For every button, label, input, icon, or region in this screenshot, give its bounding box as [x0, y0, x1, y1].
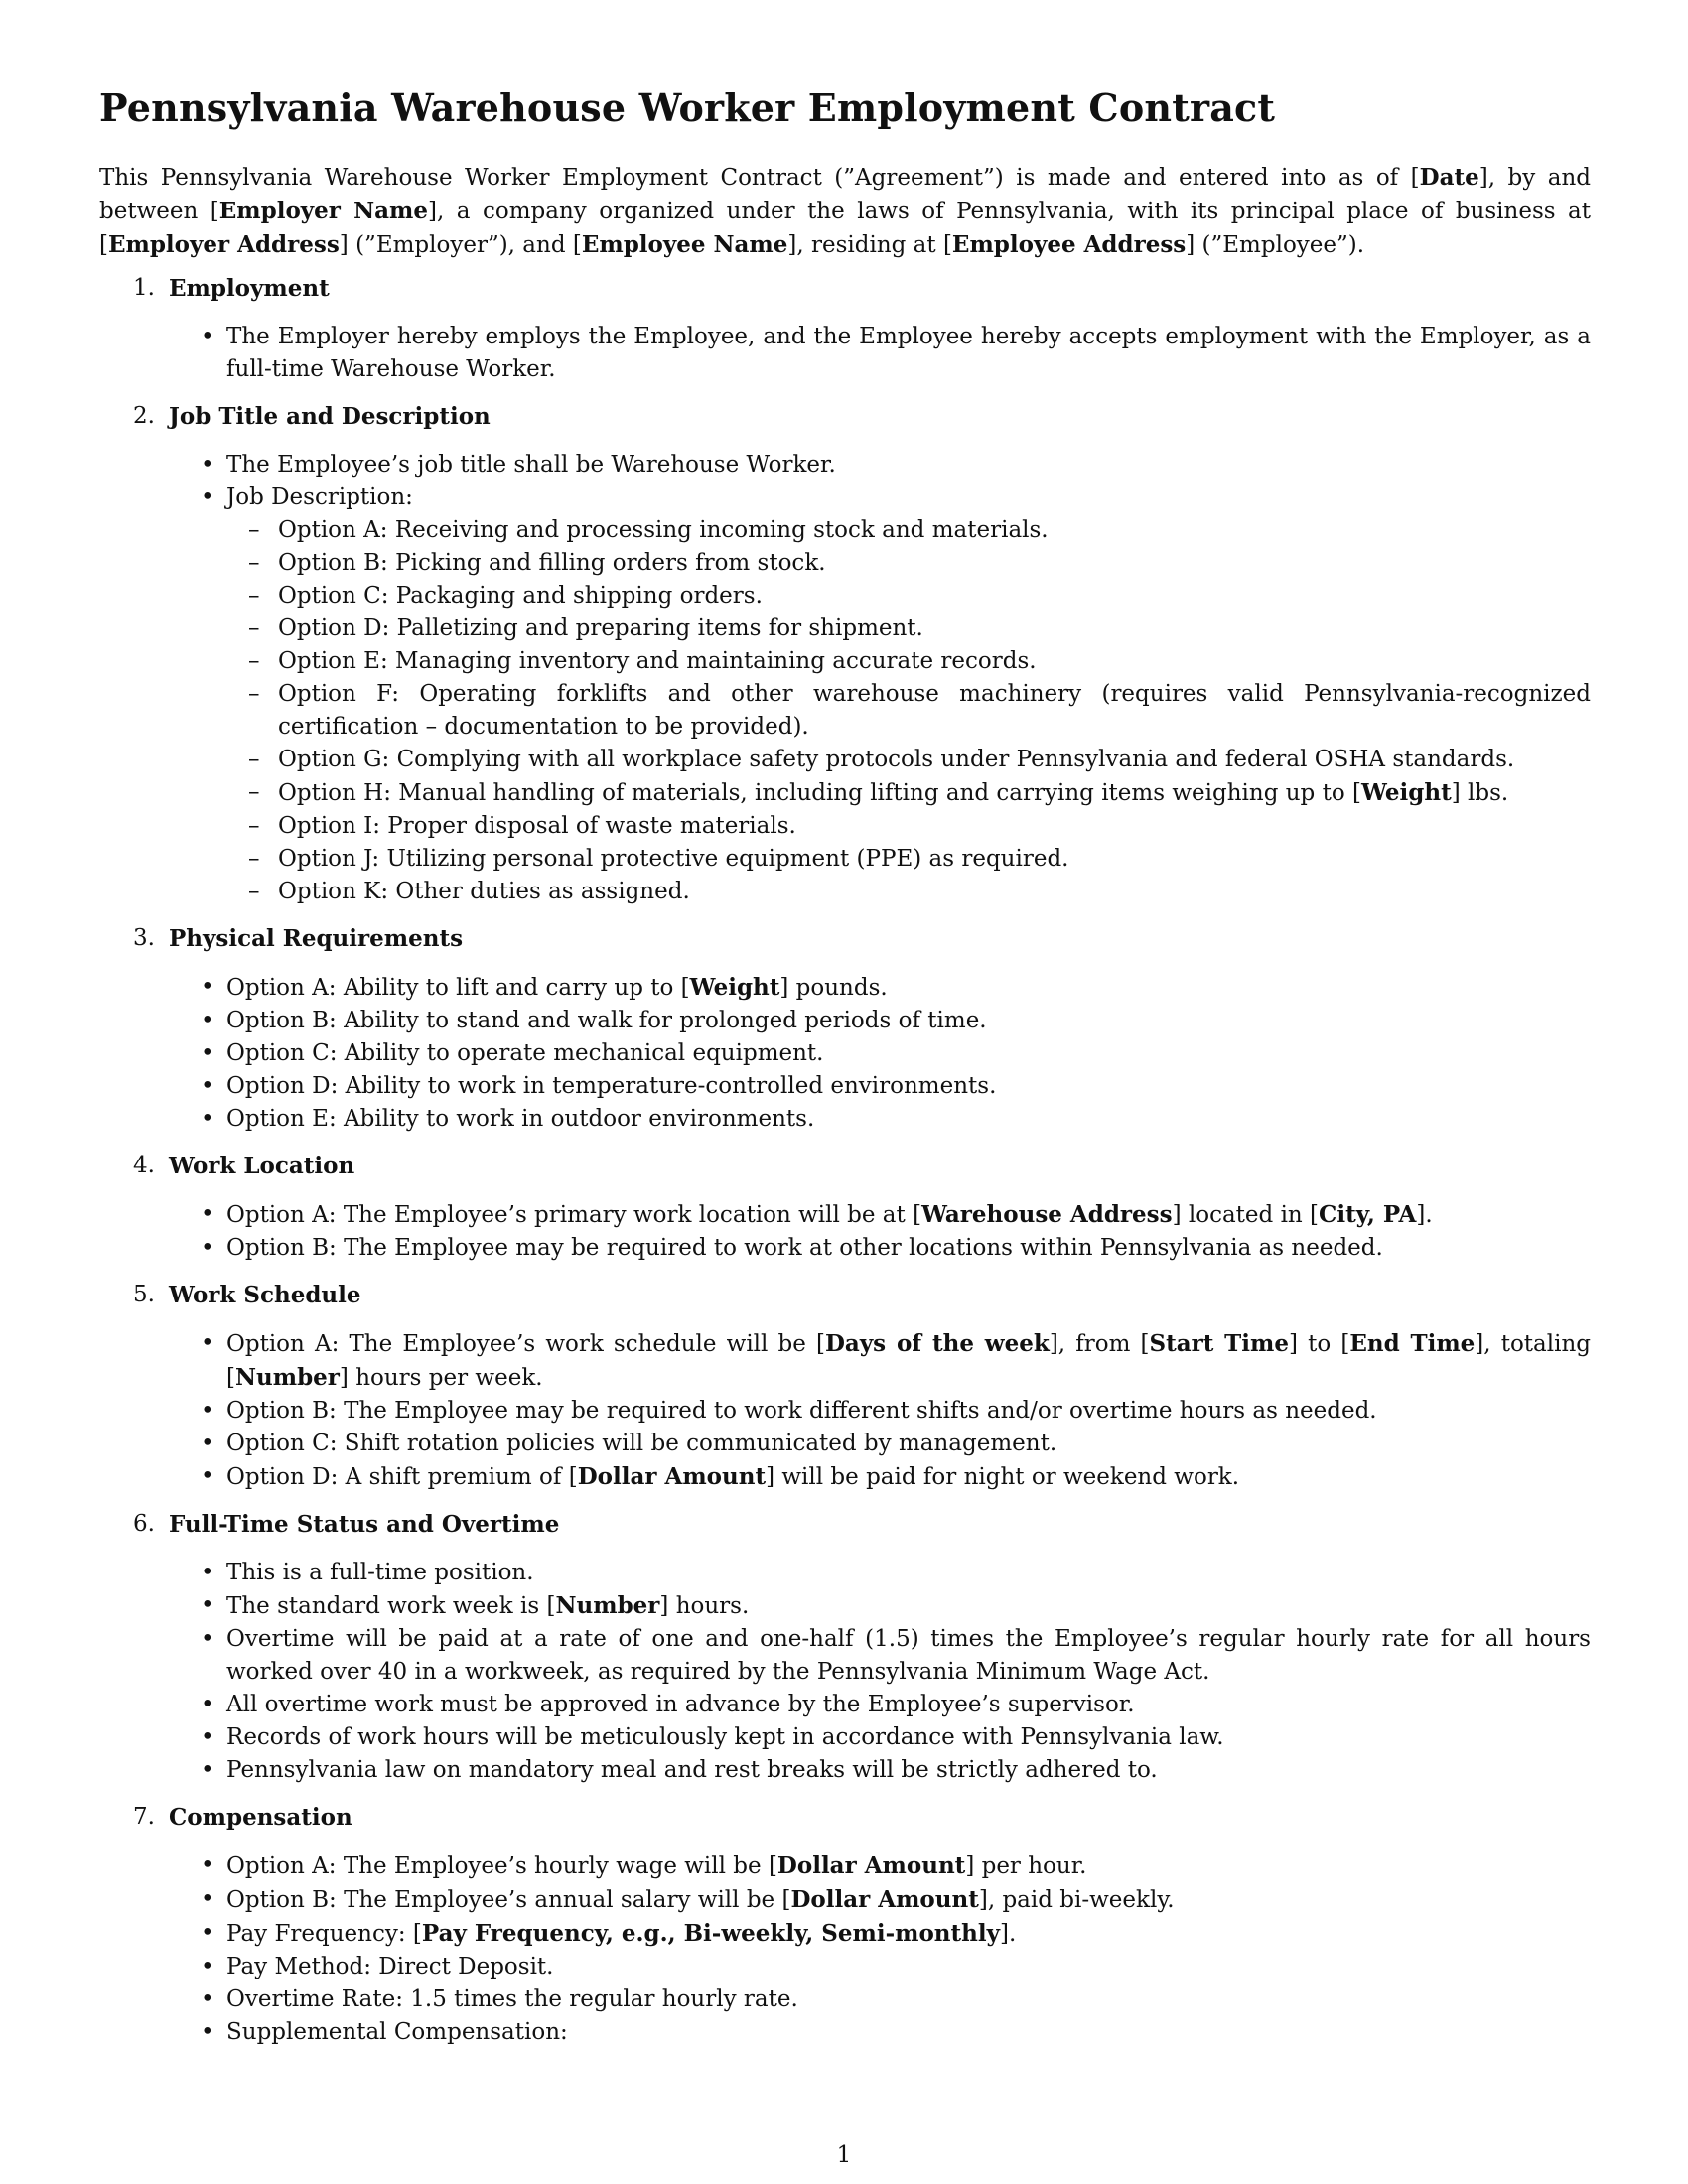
placeholder-field: Weight — [689, 973, 780, 1001]
page-number: 1 — [836, 2142, 852, 2168]
section-number: 3. — [133, 924, 155, 951]
bullet-item — [226, 1589, 1591, 1623]
section-number: 4. — [133, 1152, 155, 1178]
section-number: 2. — [133, 402, 155, 429]
section-number: 7. — [133, 1803, 155, 1830]
section-number: 5. — [133, 1281, 155, 1307]
text-run: Option B: The Employee may be required to work different shifts and/or overtime hours as needed. — [226, 1397, 1377, 1424]
placeholder-field: Dollar Amount — [790, 1885, 979, 1913]
bullet-text — [226, 1235, 1383, 1261]
text-run: Option B: The Employee may be required to work at other locations within Pennsylvania as needed. — [226, 1234, 1383, 1261]
bullet-item — [226, 1754, 1591, 1787]
bullet-text — [226, 1921, 1016, 1947]
text-run: Option A: The Employee’s work schedule will be [ — [226, 1330, 825, 1357]
text-run: Option D: Ability to work in temperature-controlled environments. — [226, 1072, 997, 1099]
text-run: ] (”Employee”). — [1186, 231, 1365, 258]
section-title: Compensation — [169, 1803, 352, 1831]
section-title: Work Location — [169, 1152, 355, 1179]
sub-list — [226, 514, 1591, 908]
bullet-item — [226, 1721, 1591, 1754]
text-run: ], a company organized under the laws of Pennsylvania, with its principal place of business at [ — [99, 198, 1592, 258]
text-run: Pay Frequency: [ — [226, 1920, 422, 1947]
sub-item — [278, 876, 1591, 908]
text-run: ] will be paid for night or weekend work. — [766, 1463, 1240, 1490]
bullet-list — [99, 1327, 1591, 1494]
section-heading — [99, 400, 1591, 433]
section-heading — [99, 272, 1591, 305]
bullet-text — [226, 1986, 798, 2012]
sub-item — [278, 776, 1591, 810]
text-run: Option H: Manual handling of materials, including lifting and carrying items weighing up to [ — [278, 779, 1361, 806]
text-run: Option A: Receiving and processing incoming stock and materials. — [278, 516, 1049, 543]
bullet-text — [226, 452, 836, 478]
text-run: ], totaling [ — [226, 1330, 1591, 1391]
text-run: ], residing at [ — [787, 231, 952, 258]
intro-paragraph — [99, 161, 1591, 262]
bullet-item — [226, 1070, 1591, 1103]
placeholder-field: Pay Frequency, e.g., Bi-weekly, Semi-monthly — [421, 1919, 1000, 1947]
text-run: ] pounds. — [779, 974, 888, 1001]
text-run: Option B: Picking and filling orders from stock. — [278, 549, 826, 576]
bullet-text — [226, 1887, 1175, 1913]
text-run: Pennsylvania law on mandatory meal and rest breaks will be strictly adhered to. — [226, 1756, 1158, 1783]
text-run: The Employee’s job title shall be Warehouse Worker. — [226, 451, 836, 478]
sub-item — [278, 645, 1591, 678]
section-title: Work Schedule — [169, 1281, 361, 1308]
section-1 — [99, 272, 1591, 386]
bullet-item — [226, 321, 1591, 386]
text-run: Option B: The Employee’s annual salary will be [ — [226, 1886, 791, 1913]
text-run: Option I: Proper disposal of waste materials. — [278, 812, 796, 839]
document-page — [99, 85, 1591, 2063]
placeholder-field: Employer Name — [218, 197, 428, 224]
placeholder-field: Warehouse Address — [921, 1200, 1173, 1228]
text-run: ] located in [ — [1172, 1201, 1320, 1228]
section-list — [99, 272, 1591, 2049]
section-number: 1. — [133, 274, 155, 301]
text-run: ], by and between [ — [99, 164, 1591, 224]
text-run: Option E: Ability to work in outdoor environments. — [226, 1105, 815, 1132]
placeholder-field: Number — [234, 1363, 340, 1391]
text-run: ] (”Employer”), and [ — [339, 231, 582, 258]
bullet-text — [226, 1757, 1158, 1783]
placeholder-field: Dollar Amount — [577, 1462, 767, 1490]
bullet-item — [226, 1005, 1591, 1037]
section-heading — [99, 1279, 1591, 1311]
section-title: Employment — [169, 274, 330, 302]
bullet-item — [226, 1983, 1591, 2016]
text-run: Option E: Managing inventory and maintaining accurate records. — [278, 647, 1037, 674]
bullet-item — [226, 449, 1591, 481]
bullet-text — [226, 1040, 823, 1066]
text-run: ]. — [999, 1920, 1017, 1947]
text-run: Option K: Other duties as assigned. — [278, 878, 690, 904]
text-run: ], paid bi-weekly. — [978, 1886, 1175, 1913]
sub-item — [278, 580, 1591, 613]
text-run: This is a full-time position. — [226, 1559, 534, 1585]
bullet-text — [226, 1431, 1056, 1456]
bullet-text — [226, 1692, 1135, 1717]
bullet-text — [226, 1593, 749, 1619]
sub-item — [278, 678, 1591, 744]
text-run: All overtime work must be approved in advance by the Employee’s supervisor. — [226, 1691, 1135, 1717]
section-title: Physical Requirements — [169, 924, 464, 952]
sub-item — [278, 744, 1591, 776]
placeholder-field: Employee Name — [581, 230, 788, 258]
bullet-item — [226, 2016, 1591, 2049]
bullet-list — [99, 449, 1591, 908]
placeholder-field: Start Time — [1149, 1329, 1290, 1357]
sub-item — [278, 547, 1591, 580]
text-run: Overtime will be paid at a rate of one and one-half (1.5) times the Employee’s regular hourly rate for all hours worked over 40 in a workweek, as required by the Pennsylvania Minimum Wage Act. — [226, 1625, 1591, 1685]
section-heading — [99, 922, 1591, 955]
bullet-text — [226, 1853, 1087, 1879]
bullet-item — [226, 1557, 1591, 1589]
text-run: ] to [ — [1289, 1330, 1350, 1357]
bullet-text — [226, 1626, 1591, 1685]
section-5 — [99, 1279, 1591, 1494]
placeholder-field: Number — [555, 1591, 660, 1619]
bullet-item — [226, 1198, 1591, 1232]
text-run: Job Description: — [226, 483, 413, 510]
bullet-text — [226, 1954, 553, 1979]
text-run: Option J: Utilizing personal protective equipment (PPE) as required. — [278, 845, 1069, 872]
bullet-item — [226, 1232, 1591, 1265]
bullet-text — [226, 484, 413, 510]
text-run: The standard work week is [ — [226, 1592, 556, 1619]
text-run: Option F: Operating forklifts and other warehouse machinery (requires valid Pennsylvania-recognized certification – documentation to be provided). — [278, 680, 1591, 740]
bullet-text — [226, 2019, 568, 2045]
bullet-item — [226, 1917, 1591, 1951]
section-6 — [99, 1508, 1591, 1787]
section-number: 6. — [133, 1510, 155, 1537]
text-run: Option D: Palletizing and preparing items for shipment. — [278, 614, 923, 641]
sub-item — [278, 613, 1591, 645]
placeholder-field: Weight — [1360, 778, 1452, 806]
text-run: The Employer hereby employs the Employee, and the Employee hereby accepts employment with the Employer, as a full-time Warehouse Worker. — [226, 323, 1591, 382]
text-run: Overtime Rate: 1.5 times the regular hourly rate. — [226, 1985, 798, 2012]
sub-item — [278, 810, 1591, 843]
bullet-text — [226, 1464, 1239, 1490]
bullet-item — [226, 1103, 1591, 1136]
bullet-item — [226, 481, 1591, 908]
section-2 — [99, 400, 1591, 908]
placeholder-field: Employee Address — [951, 230, 1187, 258]
bullet-text — [226, 1331, 1591, 1391]
sub-item — [278, 843, 1591, 876]
bullet-list — [99, 321, 1591, 386]
bullet-item — [226, 1951, 1591, 1983]
bullet-text — [226, 975, 888, 1001]
text-run: Records of work hours will be meticulously kept in accordance with Pennsylvania law. — [226, 1723, 1224, 1750]
text-run: ] lbs. — [1451, 779, 1509, 806]
text-run: Option B: Ability to stand and walk for prolonged periods of time. — [226, 1007, 987, 1033]
bullet-item — [226, 1460, 1591, 1494]
bullet-text — [226, 324, 1591, 382]
section-heading — [99, 1508, 1591, 1541]
text-run: Option A: Ability to lift and carry up to [ — [226, 974, 690, 1001]
section-7 — [99, 1801, 1591, 2049]
section-heading — [99, 1801, 1591, 1834]
section-4 — [99, 1150, 1591, 1265]
text-run: Option G: Complying with all workplace safety protocols under Pennsylvania and federal OSHA standards. — [278, 746, 1515, 772]
bullet-list — [99, 1557, 1591, 1787]
section-title: Full-Time Status and Overtime — [169, 1510, 560, 1538]
placeholder-field: City, PA — [1319, 1200, 1417, 1228]
bullet-item — [226, 1395, 1591, 1428]
text-run: Option A: The Employee’s primary work location will be at [ — [226, 1201, 922, 1228]
text-run: Option A: The Employee’s hourly wage will be [ — [226, 1852, 777, 1879]
section-title: Job Title and Description — [169, 402, 491, 430]
document-title: Pennsylvania Warehouse Worker Employment Contract — [99, 85, 1276, 130]
bullet-list — [99, 1849, 1591, 2049]
text-run: ] per hour. — [965, 1852, 1087, 1879]
bullet-text — [226, 1560, 534, 1585]
bullet-item — [226, 1883, 1591, 1917]
bullet-text — [226, 1724, 1224, 1750]
section-3 — [99, 922, 1591, 1136]
bullet-item — [226, 1428, 1591, 1460]
text-run: ], from [ — [1049, 1330, 1150, 1357]
bullet-text — [226, 1202, 1433, 1228]
section-heading — [99, 1150, 1591, 1182]
placeholder-field: Dollar Amount — [776, 1851, 966, 1879]
bullet-item — [226, 1689, 1591, 1721]
text-run: ]. — [1416, 1201, 1433, 1228]
placeholder-field: Employer Address — [107, 230, 340, 258]
text-run: Option C: Ability to operate mechanical equipment. — [226, 1039, 824, 1066]
bullet-item — [226, 1849, 1591, 1883]
bullet-list — [99, 1198, 1591, 1265]
text-run: Option D: A shift premium of [ — [226, 1463, 578, 1490]
bullet-text — [226, 1398, 1377, 1424]
text-run: Option C: Packaging and shipping orders. — [278, 582, 763, 609]
bullet-item — [226, 1037, 1591, 1070]
placeholder-field: Days of the week — [824, 1329, 1050, 1357]
bullet-item — [226, 971, 1591, 1005]
text-run: Supplemental Compensation: — [226, 2018, 568, 2045]
placeholder-field: End Time — [1349, 1329, 1476, 1357]
bullet-item — [226, 1327, 1591, 1395]
sub-item — [278, 514, 1591, 547]
text-run: ] hours. — [659, 1592, 750, 1619]
bullet-item — [226, 1623, 1591, 1689]
bullet-text — [226, 1073, 996, 1099]
bullet-list — [99, 971, 1591, 1136]
bullet-text — [226, 1106, 814, 1132]
text-run: ] hours per week. — [339, 1364, 543, 1391]
text-run: Pay Method: Direct Deposit. — [226, 1953, 554, 1979]
bullet-text — [226, 1008, 987, 1033]
placeholder-field: Date — [1419, 163, 1479, 191]
text-run: Option C: Shift rotation policies will be communicated by management. — [226, 1430, 1057, 1456]
text-run: This Pennsylvania Warehouse Worker Employment Contract (”Agreement”) is made and entered into as of [ — [99, 164, 1420, 191]
